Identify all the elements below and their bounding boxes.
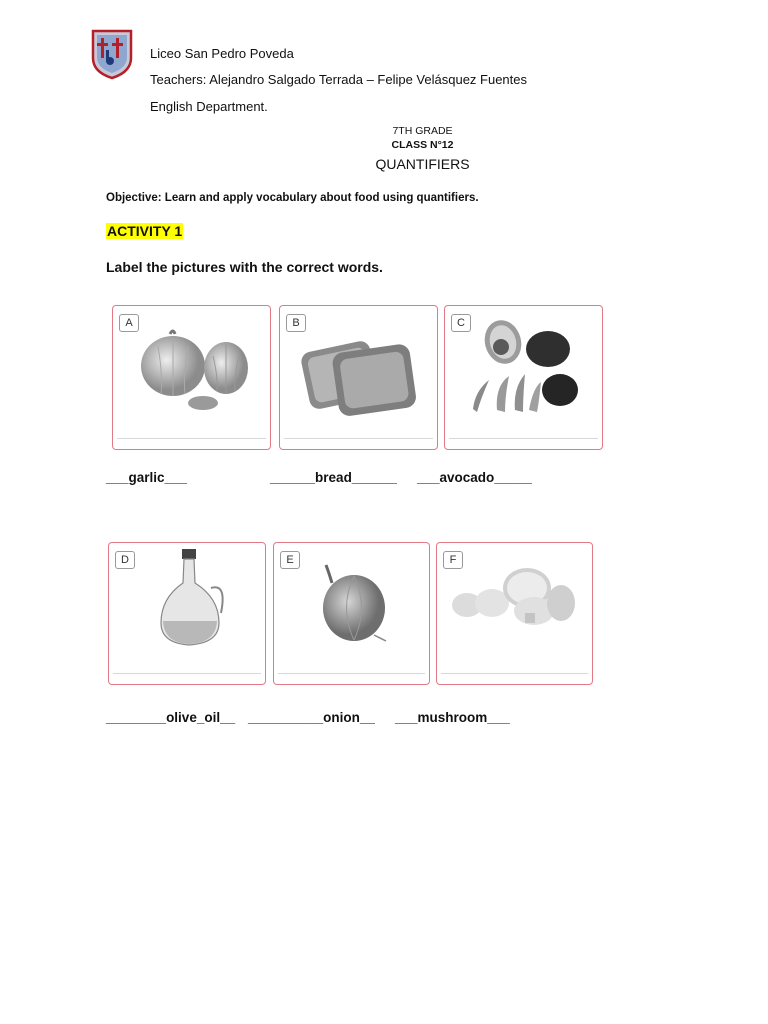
picture-card-c — [444, 305, 603, 450]
school-crest-icon — [90, 28, 134, 80]
school-name: Liceo San Pedro Poveda — [150, 46, 294, 61]
teachers-line: Teachers: Alejandro Salgado Terrada – Felipe Velásquez Fuentes — [150, 72, 528, 87]
answer-line — [441, 673, 588, 674]
picture-card-f — [436, 542, 593, 685]
grade-label: 7TH GRADE — [392, 125, 453, 137]
card-letter: E — [280, 551, 300, 569]
picture-card-a — [112, 305, 271, 450]
page-title: QUANTIFIERS — [375, 156, 470, 172]
class-number: CLASS N°12 — [391, 139, 454, 151]
department-line: English Department. — [150, 99, 268, 114]
card-letter: C — [451, 314, 471, 332]
instruction: Label the pictures with the correct words. — [106, 259, 383, 275]
answer-line — [117, 438, 266, 439]
answer-f: ___mushroom___ — [395, 710, 510, 725]
answer-line — [449, 438, 598, 439]
activity-heading: ACTIVITY 1 — [107, 223, 183, 239]
answer-line — [113, 673, 261, 674]
picture-card-d — [108, 542, 266, 685]
card-letter: F — [443, 551, 463, 569]
answer-line — [284, 438, 433, 439]
answer-a: ___garlic___ — [106, 470, 188, 485]
answer-line — [278, 673, 425, 674]
answer-d: ________olive_oil__ — [106, 710, 236, 725]
answer-c: ___avocado_____ — [417, 470, 532, 485]
objective: Objective: Learn and apply vocabulary about food using quantifiers. — [106, 192, 479, 204]
card-letter: D — [115, 551, 135, 569]
picture-card-b — [279, 305, 438, 450]
answer-e: __________onion__ — [248, 710, 375, 725]
card-letter: B — [286, 314, 306, 332]
answer-b: ______bread______ — [270, 470, 397, 485]
picture-card-e — [273, 542, 430, 685]
card-letter: A — [119, 314, 139, 332]
